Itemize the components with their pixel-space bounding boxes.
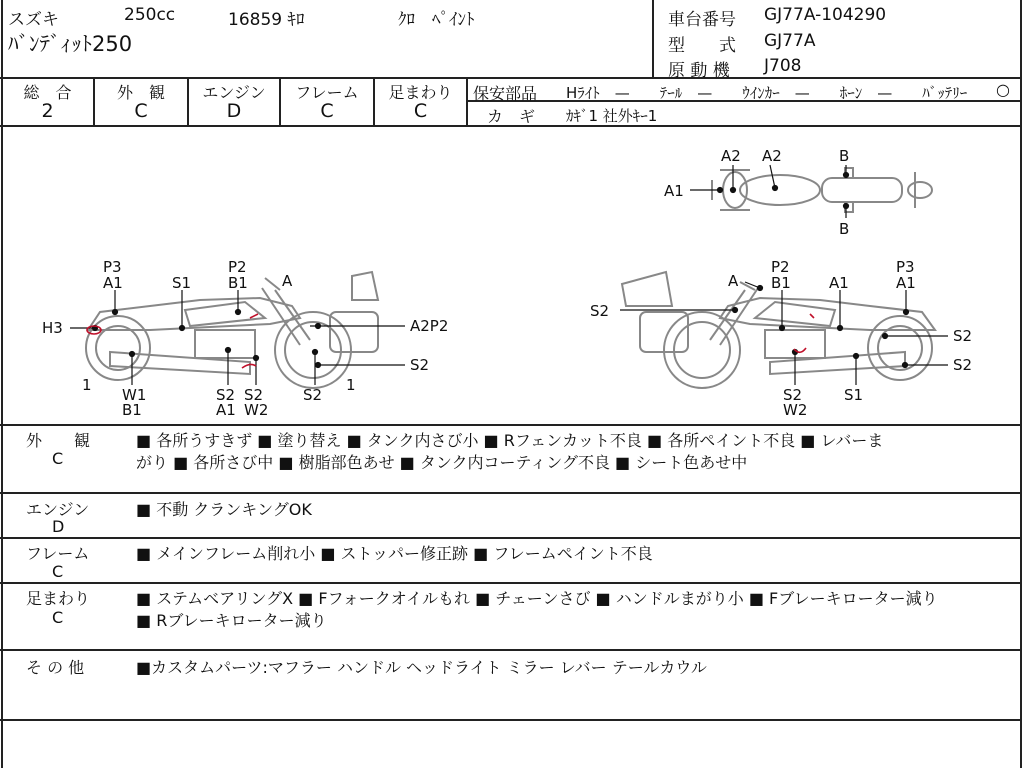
top-label-a2-1: A2 xyxy=(721,147,741,165)
grade-split-5 xyxy=(466,78,468,125)
left-label-1b: 1 xyxy=(346,376,356,394)
mileage: 16859 ｷﾛ xyxy=(228,10,305,30)
right-label-s1: S1 xyxy=(844,386,864,404)
divider-note-5 xyxy=(0,719,1022,721)
right-label-s2-low: S2 xyxy=(783,386,803,404)
top-label-a1: A1 xyxy=(664,182,684,200)
divider-note-1 xyxy=(0,492,1022,494)
type-label: 型 式 xyxy=(668,36,736,56)
note-grade-suspension: C xyxy=(52,608,64,627)
grade-label-overall: 総 合 xyxy=(23,83,72,102)
note-text-frame-1: ■ メインフレーム削れ小 ■ ストッパー修正跡 ■ フレームペイント不良 xyxy=(136,544,653,563)
grade-value-engine: D xyxy=(226,100,242,122)
type-value: GJ77A xyxy=(764,31,816,51)
note-label-engine: エンジン xyxy=(26,500,90,519)
note-text-suspension-1: ■ ステムベアリングX ■ Fフォークオイルもれ ■ チェーンさび ■ ハンドルまがり小 ■ Fブレーキローター減り xyxy=(136,589,938,608)
right-label-s2-r2: S2 xyxy=(953,356,973,374)
note-text-other-1: ■カスタムパーツ:マフラー ハンドル ヘッドライト ミラー レバー テールカウル xyxy=(136,658,707,677)
right-label-p2: P2 xyxy=(771,258,790,276)
note-grade-frame: C xyxy=(52,562,64,581)
outer-right-border xyxy=(1020,0,1022,768)
left-label-s2-a: S2 xyxy=(216,386,236,404)
divider-diagram xyxy=(0,424,1022,426)
engine-value: J708 xyxy=(764,56,802,76)
key-label: カ ギ xyxy=(487,107,536,126)
frame-no-label: 車台番号 xyxy=(668,10,736,30)
divider-header xyxy=(0,77,1022,79)
grade-value-overall: 2 xyxy=(41,100,54,122)
header-split xyxy=(652,0,654,78)
right-label-a: A xyxy=(728,272,739,290)
model-name: ﾊﾞﾝﾃﾞｨｯﾄ250 xyxy=(8,32,133,56)
displacement: 250cc xyxy=(124,5,176,25)
right-label-s2-left: S2 xyxy=(590,302,610,320)
left-label-w1: W1 xyxy=(122,386,147,404)
left-label-s1: S1 xyxy=(172,274,192,292)
divider-note-3 xyxy=(0,582,1022,584)
note-text-engine-1: ■ 不動 クランキングOK xyxy=(136,500,312,519)
top-label-a2-2: A2 xyxy=(762,147,782,165)
note-label-other: そ の 他 xyxy=(26,658,85,677)
grade-value-exterior: C xyxy=(134,100,148,122)
grade-value-suspension: C xyxy=(413,100,428,122)
left-label-s2-r: S2 xyxy=(410,356,430,374)
key-value: ｶｷﾞ1 社外ｷｰ1 xyxy=(566,107,658,125)
safety-parts-label: 保安部品 xyxy=(473,84,538,103)
top-view-bike-drawing xyxy=(712,168,932,212)
grade-label-frame: フレーム xyxy=(295,83,359,102)
note-label-frame: フレーム xyxy=(26,544,90,563)
left-label-p3: P3 xyxy=(103,258,122,276)
left-label-b1-low: B1 xyxy=(122,401,142,419)
divider-note-4 xyxy=(0,649,1022,651)
grade-value-frame: C xyxy=(320,100,334,122)
right-label-b1: B1 xyxy=(771,274,791,292)
note-grade-exterior: C xyxy=(52,449,64,468)
grade-label-exterior: 外 観 xyxy=(116,83,165,102)
left-label-h3: H3 xyxy=(42,319,63,337)
note-label-suspension: 足まわり xyxy=(26,589,91,608)
left-label-a1: A1 xyxy=(103,274,123,292)
right-label-w2: W2 xyxy=(783,401,808,419)
top-label-b-1: B xyxy=(839,147,850,165)
left-label-a1-low: A1 xyxy=(216,401,236,419)
grade-label-suspension: 足まわり xyxy=(388,83,453,102)
right-label-a1-b: A1 xyxy=(896,274,916,292)
left-label-a: A xyxy=(282,272,293,290)
divider-note-2 xyxy=(0,537,1022,539)
frame-no: GJ77A-104290 xyxy=(764,5,887,25)
grade-label-engine: エンジン xyxy=(202,83,266,102)
engine-label: 原 動 機 xyxy=(668,61,730,81)
maker: スズキ xyxy=(8,10,59,30)
damage-diagram xyxy=(0,127,1020,423)
color: ｸﾛ ﾍﾟｲﾝﾄ xyxy=(398,10,475,30)
note-text-exterior-2: がり ■ 各所さび中 ■ 樹脂部色あせ ■ タンク内コーティング不良 ■ シート色あせ中 xyxy=(136,453,748,472)
left-label-p2: P2 xyxy=(228,258,247,276)
note-label-exterior: 外 観 xyxy=(26,431,91,450)
left-label-w2: W2 xyxy=(244,401,269,419)
right-label-a1: A1 xyxy=(829,274,849,292)
note-text-suspension-2: ■ Rブレーキローター減り xyxy=(136,611,327,630)
note-text-exterior-1: ■ 各所うすきず ■ 塗り替え ■ タンク内さび小 ■ Rフェンカット不良 ■ 各所ペイント不良 ■ レバーま xyxy=(136,431,884,450)
battery-mark: ○ xyxy=(996,80,1010,99)
right-label-p3: P3 xyxy=(896,258,915,276)
left-label-a2p2: A2P2 xyxy=(410,317,449,335)
left-label-b1: B1 xyxy=(228,274,248,292)
left-label-s2-c: S2 xyxy=(303,386,323,404)
safety-parts-items: Hﾗｲﾄ — ﾃｰﾙ — ｳｲﾝｶｰ — ﾎｰﾝ — ﾊﾞｯﾃﾘｰ xyxy=(566,84,968,102)
right-label-s2-r1: S2 xyxy=(953,327,973,345)
left-label-1a: 1 xyxy=(82,376,92,394)
left-label-s2-b: S2 xyxy=(244,386,264,404)
note-grade-engine: D xyxy=(52,517,65,536)
top-label-b-2: B xyxy=(839,220,850,238)
